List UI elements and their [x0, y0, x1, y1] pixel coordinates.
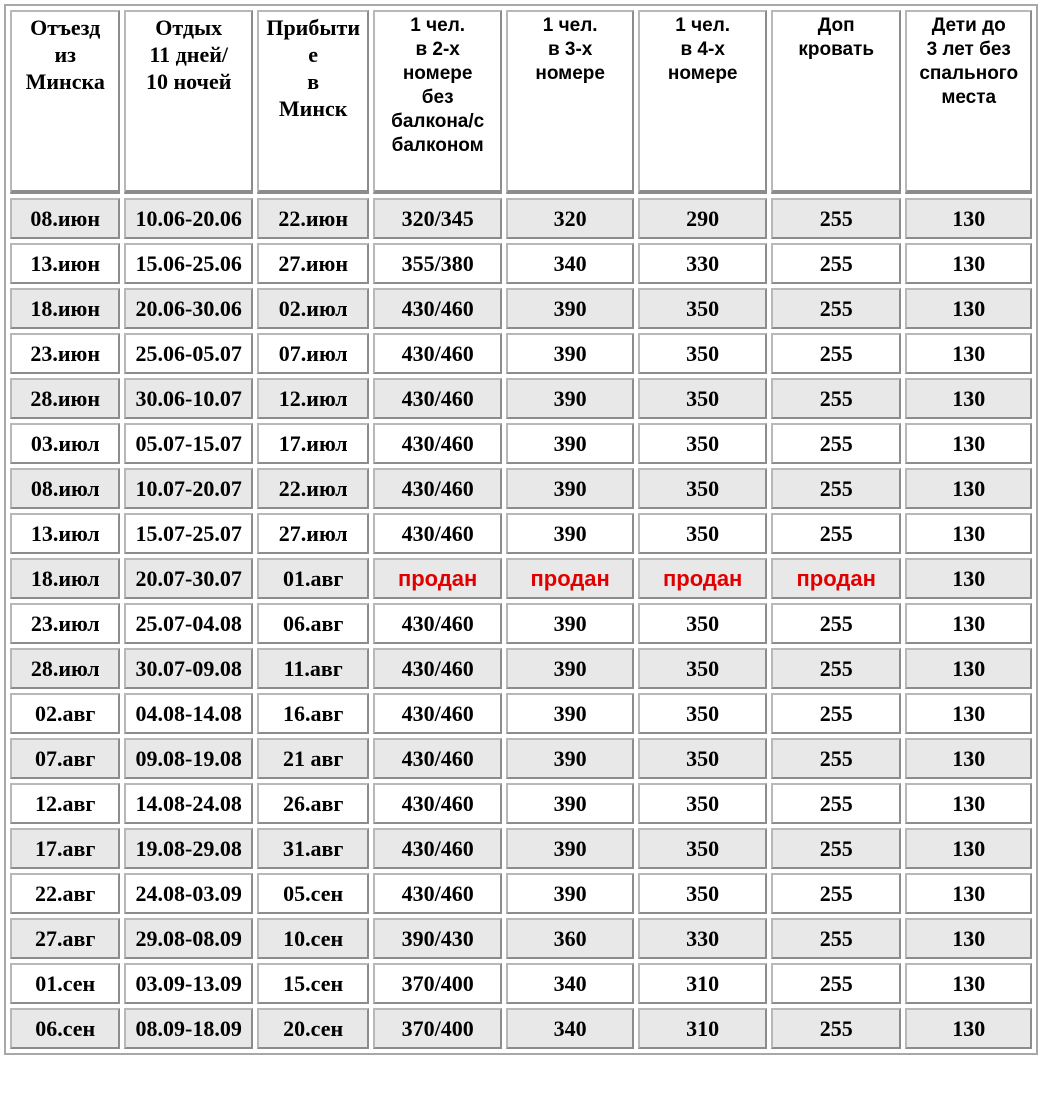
header-stay-label: Отдых 11 дней/ 10 ночей: [145, 15, 232, 94]
quad-room-price-cell: 350: [638, 468, 767, 509]
table-row: [10, 1008, 1032, 1049]
double-room-price-cell: 370/400: [373, 963, 502, 1004]
double-room-price-cell: 430/460: [373, 468, 502, 509]
triple-room-price-cell: 390: [506, 333, 635, 374]
double-room-price-cell: продан: [373, 558, 502, 599]
stay-cell: 30.06-10.07: [124, 378, 253, 419]
table-row: [10, 828, 1032, 869]
extra-bed-price-cell: 255: [771, 918, 902, 959]
triple-room-price-cell: 390: [506, 378, 635, 419]
stay-cell: 03.09-13.09: [124, 963, 253, 1004]
quad-room-price-cell: 310: [638, 1008, 767, 1049]
triple-room-price-cell: 360: [506, 918, 635, 959]
quad-room-price-cell: 350: [638, 873, 767, 914]
children-price-cell: 130: [905, 963, 1032, 1004]
departure-cell: 13.июн: [10, 243, 120, 284]
triple-room-price-cell: 390: [506, 423, 635, 464]
departure-cell: 18.июн: [10, 288, 120, 329]
children-price-cell: 130: [905, 693, 1032, 734]
extra-bed-price-cell: 255: [771, 378, 902, 419]
double-room-price-cell: 355/380: [373, 243, 502, 284]
children-price-cell: 130: [905, 783, 1032, 824]
departure-cell: 13.июл: [10, 513, 120, 554]
extra-bed-price-cell: 255: [771, 828, 902, 869]
table-row: [10, 873, 1032, 914]
children-price-cell: 130: [905, 468, 1032, 509]
quad-room-price-cell: 330: [638, 918, 767, 959]
stay-cell: 10.07-20.07: [124, 468, 253, 509]
extra-bed-price-cell: 255: [771, 693, 902, 734]
triple-room-price-cell: 390: [506, 738, 635, 779]
stay-cell: 20.06-30.06: [124, 288, 253, 329]
quad-room-price-cell: 350: [638, 693, 767, 734]
stay-cell: 10.06-20.06: [124, 198, 253, 239]
stay-cell: 30.07-09.08: [124, 648, 253, 689]
children-price-cell: 130: [905, 648, 1032, 689]
quad-room-price-cell: 350: [638, 288, 767, 329]
departure-cell: 02.авг: [10, 693, 120, 734]
arrival-cell: 27.июл: [257, 513, 369, 554]
triple-room-price-cell: 390: [506, 513, 635, 554]
table-row: [10, 243, 1032, 284]
table-row: [10, 783, 1032, 824]
header-triple-room-label: 1 чел. в 3-х номере: [535, 15, 605, 84]
extra-bed-price-cell: 255: [771, 963, 902, 1004]
triple-room-price-cell: 390: [506, 828, 635, 869]
stay-cell: 09.08-19.08: [124, 738, 253, 779]
arrival-cell: 27.июн: [257, 243, 369, 284]
header-extra-bed-label: Доп кровать: [798, 15, 875, 60]
departure-cell: 12.авг: [10, 783, 120, 824]
triple-room-price-cell: 390: [506, 648, 635, 689]
extra-bed-price-cell: 255: [771, 243, 902, 284]
table-row: [10, 738, 1032, 779]
header-triple-room: [506, 10, 635, 194]
triple-room-price-cell: 390: [506, 603, 635, 644]
arrival-cell: 05.сен: [257, 873, 369, 914]
extra-bed-price-cell: 255: [771, 423, 902, 464]
double-room-price-cell: 430/460: [373, 603, 502, 644]
quad-room-price-cell: 350: [638, 333, 767, 374]
table-row: [10, 513, 1032, 554]
children-price-cell: 130: [905, 1008, 1032, 1049]
arrival-cell: 12.июл: [257, 378, 369, 419]
children-price-cell: 130: [905, 198, 1032, 239]
departure-cell: 06.сен: [10, 1008, 120, 1049]
table-header-row: [10, 10, 1032, 194]
double-room-price-cell: 430/460: [373, 738, 502, 779]
header-extra-bed: [771, 10, 902, 194]
stay-cell: 15.07-25.07: [124, 513, 253, 554]
stay-cell: 25.07-04.08: [124, 603, 253, 644]
triple-room-price-cell: 390: [506, 693, 635, 734]
children-price-cell: 130: [905, 423, 1032, 464]
extra-bed-price-cell: 255: [771, 738, 902, 779]
triple-room-price-cell: 340: [506, 1008, 635, 1049]
extra-bed-price-cell: 255: [771, 513, 902, 554]
children-price-cell: 130: [905, 828, 1032, 869]
quad-room-price-cell: 350: [638, 828, 767, 869]
stay-cell: 24.08-03.09: [124, 873, 253, 914]
table-row: [10, 558, 1032, 599]
extra-bed-price-cell: 255: [771, 468, 902, 509]
children-price-cell: 130: [905, 378, 1032, 419]
header-arrival: [257, 10, 369, 194]
double-room-price-cell: 430/460: [373, 423, 502, 464]
children-price-cell: 130: [905, 558, 1032, 599]
arrival-cell: 20.сен: [257, 1008, 369, 1049]
table-row: [10, 648, 1032, 689]
arrival-cell: 15.сен: [257, 963, 369, 1004]
extra-bed-price-cell: 255: [771, 873, 902, 914]
header-departure-label: Отъезд из Минска: [25, 15, 105, 94]
arrival-cell: 07.июл: [257, 333, 369, 374]
table-row: [10, 198, 1032, 239]
extra-bed-price-cell: продан: [771, 558, 902, 599]
table-row: [10, 288, 1032, 329]
children-price-cell: 130: [905, 288, 1032, 329]
extra-bed-price-cell: 255: [771, 783, 902, 824]
triple-room-price-cell: 320: [506, 198, 635, 239]
header-children-label: Дети до 3 лет без спального места: [919, 15, 1019, 108]
children-price-cell: 130: [905, 873, 1032, 914]
stay-cell: 08.09-18.09: [124, 1008, 253, 1049]
double-room-price-cell: 390/430: [373, 918, 502, 959]
arrival-cell: 16.авг: [257, 693, 369, 734]
extra-bed-price-cell: 255: [771, 1008, 902, 1049]
quad-room-price-cell: 350: [638, 783, 767, 824]
departure-cell: 28.июн: [10, 378, 120, 419]
departure-cell: 07.авг: [10, 738, 120, 779]
triple-room-price-cell: 340: [506, 243, 635, 284]
triple-room-price-cell: 390: [506, 873, 635, 914]
arrival-cell: 01.авг: [257, 558, 369, 599]
table-row: [10, 423, 1032, 464]
children-price-cell: 130: [905, 603, 1032, 644]
arrival-cell: 11.авг: [257, 648, 369, 689]
table-row: [10, 693, 1032, 734]
extra-bed-price-cell: 255: [771, 198, 902, 239]
quad-room-price-cell: продан: [638, 558, 767, 599]
quad-room-price-cell: 290: [638, 198, 767, 239]
departure-cell: 23.июл: [10, 603, 120, 644]
double-room-price-cell: 430/460: [373, 783, 502, 824]
quad-room-price-cell: 350: [638, 648, 767, 689]
children-price-cell: 130: [905, 918, 1032, 959]
quad-room-price-cell: 330: [638, 243, 767, 284]
header-arrival-label: Прибыти е в Минск: [266, 15, 361, 121]
arrival-cell: 21 авг: [257, 738, 369, 779]
departure-cell: 08.июн: [10, 198, 120, 239]
table-body: [10, 198, 1032, 1049]
triple-room-price-cell: 390: [506, 783, 635, 824]
table-row: [10, 333, 1032, 374]
extra-bed-price-cell: 255: [771, 333, 902, 374]
table-row: [10, 603, 1032, 644]
departure-cell: 28.июл: [10, 648, 120, 689]
stay-cell: 19.08-29.08: [124, 828, 253, 869]
quad-room-price-cell: 310: [638, 963, 767, 1004]
double-room-price-cell: 430/460: [373, 873, 502, 914]
stay-cell: 15.06-25.06: [124, 243, 253, 284]
departure-cell: 08.июл: [10, 468, 120, 509]
quad-room-price-cell: 350: [638, 603, 767, 644]
header-children: [905, 10, 1032, 194]
quad-room-price-cell: 350: [638, 378, 767, 419]
double-room-price-cell: 370/400: [373, 1008, 502, 1049]
stay-cell: 20.07-30.07: [124, 558, 253, 599]
extra-bed-price-cell: 255: [771, 288, 902, 329]
stay-cell: 29.08-08.09: [124, 918, 253, 959]
triple-room-price-cell: 390: [506, 288, 635, 329]
table-row: [10, 468, 1032, 509]
double-room-price-cell: 430/460: [373, 828, 502, 869]
quad-room-price-cell: 350: [638, 738, 767, 779]
children-price-cell: 130: [905, 738, 1032, 779]
header-stay: [124, 10, 253, 194]
header-double-room: [373, 10, 502, 194]
double-room-price-cell: 430/460: [373, 288, 502, 329]
header-double-room-label: 1 чел. в 2-х номере без балкона/с балконом: [391, 15, 485, 156]
double-room-price-cell: 430/460: [373, 648, 502, 689]
quad-room-price-cell: 350: [638, 423, 767, 464]
children-price-cell: 130: [905, 243, 1032, 284]
departure-cell: 23.июн: [10, 333, 120, 374]
quad-room-price-cell: 350: [638, 513, 767, 554]
double-room-price-cell: 430/460: [373, 513, 502, 554]
triple-room-price-cell: 390: [506, 468, 635, 509]
double-room-price-cell: 430/460: [373, 333, 502, 374]
triple-room-price-cell: продан: [506, 558, 635, 599]
arrival-cell: 31.авг: [257, 828, 369, 869]
price-table-container: [4, 4, 1038, 1055]
arrival-cell: 17.июл: [257, 423, 369, 464]
table-row: [10, 918, 1032, 959]
departure-cell: 01.сен: [10, 963, 120, 1004]
stay-cell: 14.08-24.08: [124, 783, 253, 824]
double-room-price-cell: 320/345: [373, 198, 502, 239]
header-quad-room-label: 1 чел. в 4-х номере: [667, 15, 738, 84]
arrival-cell: 26.авг: [257, 783, 369, 824]
departure-cell: 27.авг: [10, 918, 120, 959]
stay-cell: 04.08-14.08: [124, 693, 253, 734]
children-price-cell: 130: [905, 333, 1032, 374]
stay-cell: 05.07-15.07: [124, 423, 253, 464]
arrival-cell: 06.авг: [257, 603, 369, 644]
tour-price-table: [4, 4, 1038, 1055]
departure-cell: 17.авг: [10, 828, 120, 869]
header-quad-room: [638, 10, 767, 194]
double-room-price-cell: 430/460: [373, 378, 502, 419]
departure-cell: 18.июл: [10, 558, 120, 599]
departure-cell: 22.авг: [10, 873, 120, 914]
extra-bed-price-cell: 255: [771, 648, 902, 689]
triple-room-price-cell: 340: [506, 963, 635, 1004]
extra-bed-price-cell: 255: [771, 603, 902, 644]
stay-cell: 25.06-05.07: [124, 333, 253, 374]
header-departure: [10, 10, 120, 194]
arrival-cell: 10.сен: [257, 918, 369, 959]
table-row: [10, 378, 1032, 419]
arrival-cell: 22.июл: [257, 468, 369, 509]
table-row: [10, 963, 1032, 1004]
arrival-cell: 22.июн: [257, 198, 369, 239]
arrival-cell: 02.июл: [257, 288, 369, 329]
departure-cell: 03.июл: [10, 423, 120, 464]
double-room-price-cell: 430/460: [373, 693, 502, 734]
children-price-cell: 130: [905, 513, 1032, 554]
